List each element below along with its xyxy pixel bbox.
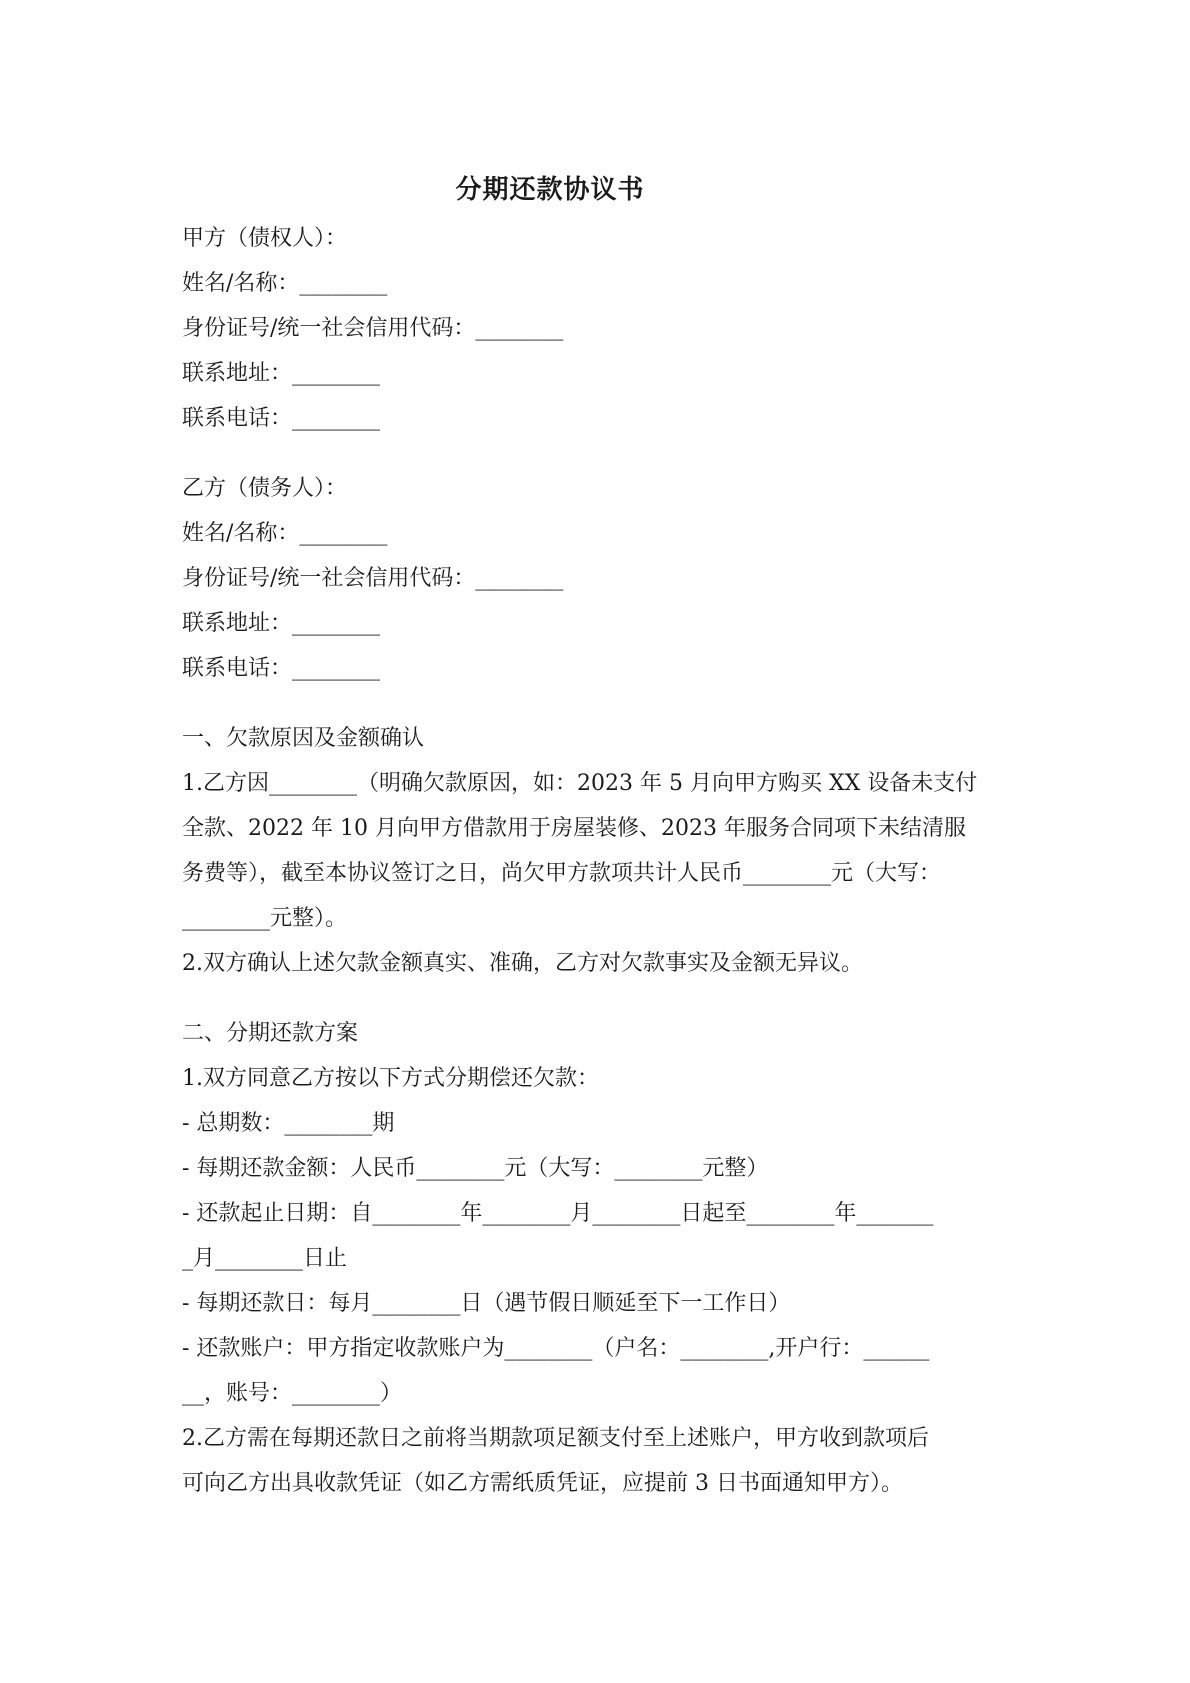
section1-heading: 一、欠款原因及金额确认 — [182, 726, 425, 751]
total-periods: - 总期数：________期 — [182, 1111, 395, 1136]
section1-item2: 2.双方确认上述欠款金额真实、准确，乙方对欠款事实及金额无异议。 — [182, 951, 863, 976]
spacer — [182, 441, 1028, 466]
spacer — [182, 691, 1028, 716]
party-a-name: 姓名/名称：________ — [182, 271, 388, 296]
section2-item1: 1.双方同意乙方按以下方式分期偿还欠款： — [182, 1066, 599, 1091]
section1-item1-line: 务费等），截至本协议签订之日，尚欠甲方款项共计人民币________元（大写： — [182, 861, 942, 886]
party-a-address: 联系地址：________ — [182, 361, 381, 386]
account-line: __，账号：________） — [182, 1381, 403, 1406]
party-a-id: 身份证号/统一社会信用代码：________ — [182, 316, 564, 341]
document-title: 分期还款协议书 — [455, 175, 645, 205]
amount-per-period: - 每期还款金额：人民币________元（大写：________元整） — [182, 1156, 769, 1181]
section2-item2-line: 可向乙方出具收款凭证（如乙方需纸质凭证，应提前 3 日书面通知甲方）。 — [182, 1471, 903, 1496]
date-range-line: - 还款起止日期：自________年________月________日起至________年_______ — [182, 1201, 934, 1226]
section2-item2-line: 2.乙方需在每期还款日之前将当期款项足额支付至上述账户，甲方收到款项后 — [182, 1426, 929, 1451]
party-a-heading: 甲方（债权人）： — [182, 226, 348, 251]
due-day: - 每期还款日：每月________日（遇节假日顺延至下一工作日） — [182, 1291, 791, 1316]
account-line: - 还款账户：甲方指定收款账户为________（户名：________,开户行：______ — [182, 1336, 930, 1361]
section1-item1-line: ________元整）。 — [182, 906, 348, 931]
party-b-heading: 乙方（债务人）： — [182, 476, 348, 501]
section1-item1-line: 1.乙方因________（明确欠款原因，如：2023 年 5 月向甲方购买 XX 设备未支付 — [182, 771, 978, 796]
section2-heading: 二、分期还款方案 — [182, 1021, 359, 1046]
party-b-name: 姓名/名称：________ — [182, 521, 388, 546]
spacer — [182, 986, 1028, 1011]
party-a-phone: 联系电话：________ — [182, 406, 381, 431]
date-range-line: _月________日止 — [182, 1246, 348, 1271]
party-b-phone: 联系电话：________ — [182, 656, 381, 681]
section1-item1-line: 全款、2022 年 10 月向甲方借款用于房屋装修、2023 年服务合同项下未结清服 — [182, 816, 966, 841]
party-b-id: 身份证号/统一社会信用代码：________ — [182, 566, 564, 591]
party-b-address: 联系地址：________ — [182, 611, 381, 636]
document-body — [182, 216, 1028, 1506]
